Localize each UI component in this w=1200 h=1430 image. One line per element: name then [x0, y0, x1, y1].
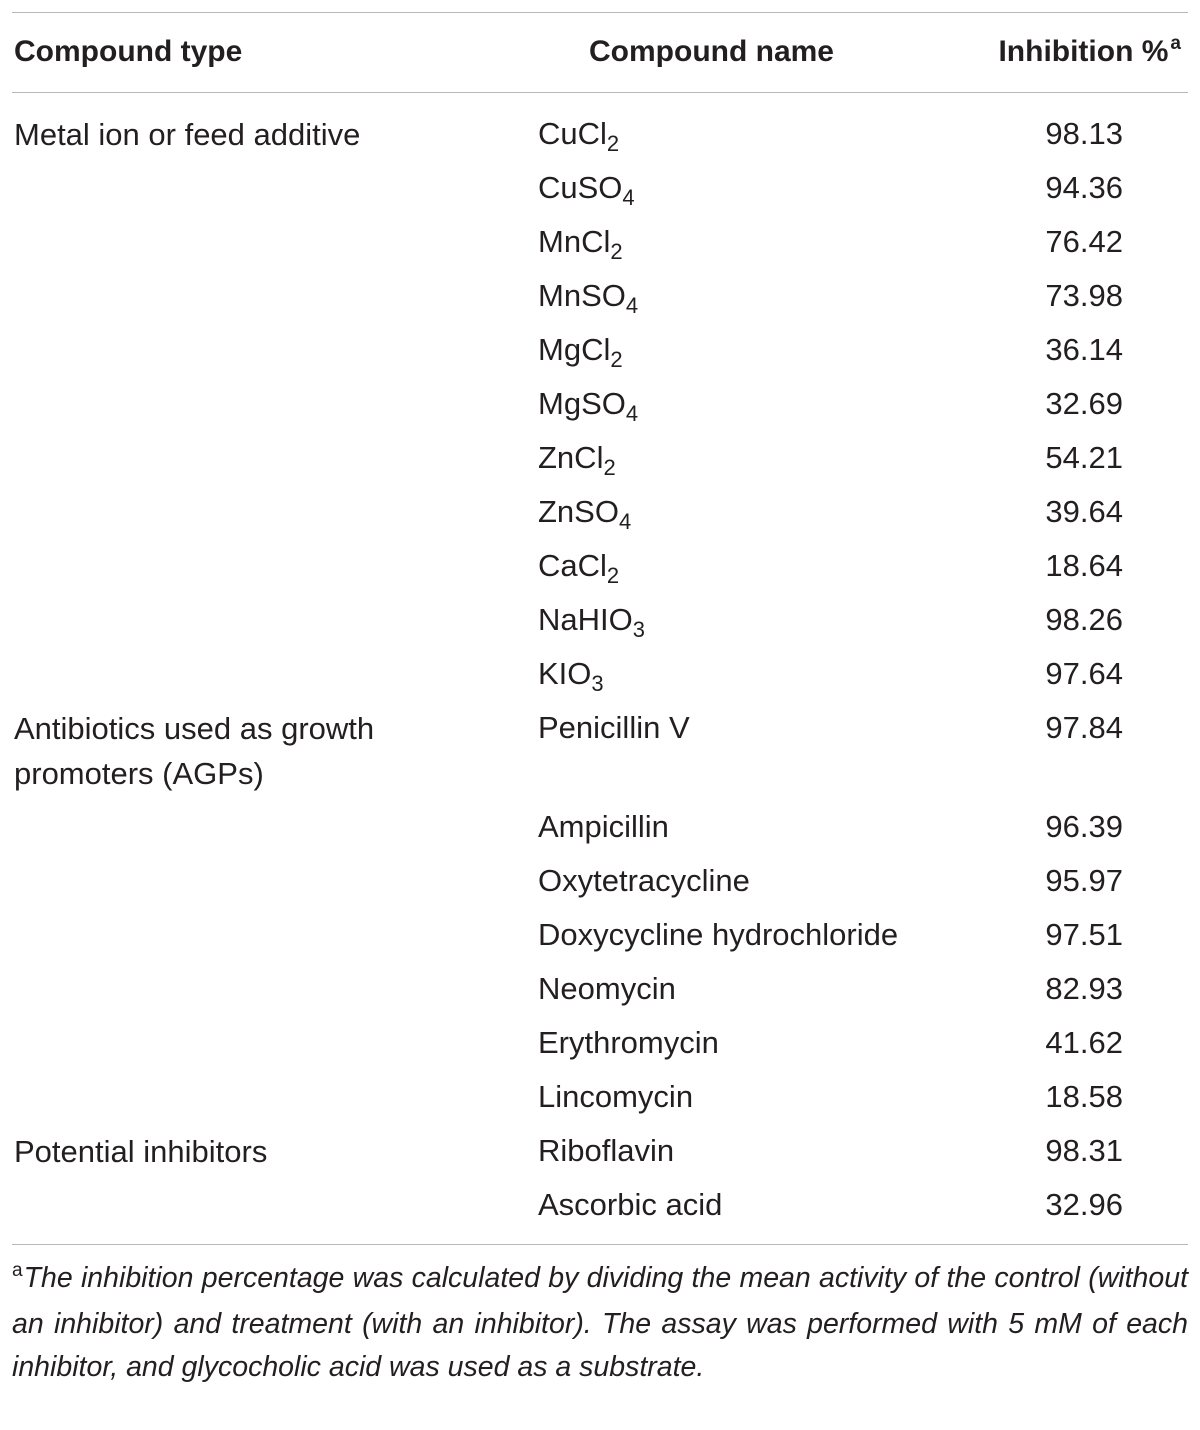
compound-name-subscript: 3: [632, 617, 645, 642]
compound-name-subscript: 2: [606, 563, 620, 588]
compound-type-cell: [14, 706, 374, 796]
inhibition-value: 96.39: [1045, 809, 1123, 844]
compound-name: ZnSO: [538, 494, 619, 529]
compound-type-cell: [14, 1129, 267, 1174]
compound-name: CaCl: [538, 548, 607, 583]
compound-name-cell: [538, 436, 616, 490]
compound-name-cell: [538, 382, 638, 436]
compound-name-subscript: 4: [625, 293, 639, 318]
inhibition-value: 97.64: [1045, 656, 1123, 691]
compound-name: Penicillin V: [538, 710, 690, 745]
compound-type-line: Antibiotics used as growth: [14, 711, 375, 746]
compound-name-subscript: 4: [625, 401, 639, 426]
footnote-mark: a: [12, 1260, 23, 1281]
compound-name-cell: [538, 652, 604, 706]
top-rule: [12, 12, 1188, 13]
compound-name-cell: [538, 220, 623, 274]
header-rule: [12, 92, 1188, 93]
compound-name: Lincomycin: [538, 1079, 694, 1114]
inhibition-value: 54.21: [1045, 440, 1123, 475]
inhibition-value: 76.42: [1045, 224, 1123, 259]
compound-name: CuSO: [538, 170, 623, 205]
inhibition-value: 94.36: [1045, 170, 1123, 205]
compound-name: Neomycin: [538, 971, 676, 1006]
inhibition-value: 98.13: [1045, 116, 1123, 151]
inhibition-value: 97.84: [1045, 710, 1123, 745]
compound-name-cell: [538, 1075, 693, 1119]
inhibition-value: 82.93: [1045, 971, 1123, 1006]
compound-name: MnSO: [538, 278, 626, 313]
compound-name-subscript: 2: [610, 239, 623, 264]
footnote-text: The inhibition percentage was calculated by dividing the mean activity of the control (without an inhibitor) and treatment (with an inhibitor). The assay was performed with 5 mM of each inhibitor, and glycocholic acid was used as a substrate.: [12, 1262, 1188, 1383]
inhibition-value: 32.96: [1045, 1187, 1123, 1222]
compound-name: ZnCl: [538, 440, 604, 475]
compound-name-cell: [538, 1183, 722, 1227]
compound-name-subscript: 2: [606, 131, 620, 156]
compound-type-cell: [14, 112, 360, 157]
compound-name-cell: [538, 274, 638, 328]
compound-name: KIO: [538, 656, 592, 691]
compound-name-subscript: 2: [610, 347, 623, 372]
header-inhibition: [998, 32, 1181, 76]
compound-name: Ascorbic acid: [538, 1187, 723, 1222]
compound-name-cell: [538, 706, 690, 750]
compound-name-subscript: 4: [622, 185, 635, 210]
compound-name-cell: [538, 166, 635, 220]
inhibition-value: 98.26: [1045, 602, 1123, 637]
compound-name: Riboflavin: [538, 1133, 675, 1168]
bottom-rule: [12, 1244, 1188, 1245]
compound-name: MnCl: [538, 224, 611, 259]
header-compound-type: Compound type: [14, 35, 243, 68]
compound-name: Doxycycline hydrochloride: [538, 917, 899, 952]
compound-name-cell: [538, 805, 669, 849]
compound-name-cell: [538, 1129, 674, 1173]
compound-name-subscript: 3: [591, 671, 604, 696]
compound-name: Oxytetracycline: [538, 863, 750, 898]
table-footnote: [12, 1257, 1188, 1389]
header-footnote-mark: a: [1170, 33, 1181, 54]
compound-name: CuCl: [538, 116, 607, 151]
compound-name-cell: [538, 598, 645, 652]
inhibition-value: 18.58: [1045, 1079, 1123, 1114]
inhibition-value: 98.31: [1045, 1133, 1123, 1168]
compound-name-cell: [538, 328, 623, 382]
compound-name-cell: [538, 1021, 719, 1065]
compound-name-cell: [538, 112, 619, 166]
header-inhibition-label: Inhibition %: [998, 35, 1169, 68]
inhibition-value: 41.62: [1045, 1025, 1123, 1060]
compound-name-subscript: 2: [603, 455, 616, 480]
compound-name-cell: [538, 544, 619, 598]
inhibition-value: 97.51: [1045, 917, 1123, 952]
compound-name-cell: [538, 913, 898, 957]
inhibition-value: 36.14: [1045, 332, 1123, 367]
compound-name-cell: [538, 967, 676, 1011]
compound-type-line: promoters (AGPs): [14, 756, 264, 791]
inhibition-value: 73.98: [1045, 278, 1123, 313]
compound-name: NaHIO: [538, 602, 633, 637]
inhibition-value: 18.64: [1045, 548, 1123, 583]
compound-name-cell: [538, 859, 750, 903]
compound-name-subscript: 4: [618, 509, 632, 534]
compound-name: Erythromycin: [538, 1025, 719, 1060]
compound-name-cell: [538, 490, 631, 544]
inhibition-value: 39.64: [1045, 494, 1123, 529]
compound-type-line: Metal ion or feed additive: [14, 117, 361, 152]
inhibition-value: 32.69: [1045, 386, 1123, 421]
compound-name: MgSO: [538, 386, 626, 421]
header-compound-name: Compound name: [589, 35, 834, 68]
inhibition-value: 95.97: [1045, 863, 1123, 898]
compound-name: MgCl: [538, 332, 611, 367]
compound-name: Ampicillin: [538, 809, 669, 844]
compound-type-line: Potential inhibitors: [14, 1134, 268, 1169]
